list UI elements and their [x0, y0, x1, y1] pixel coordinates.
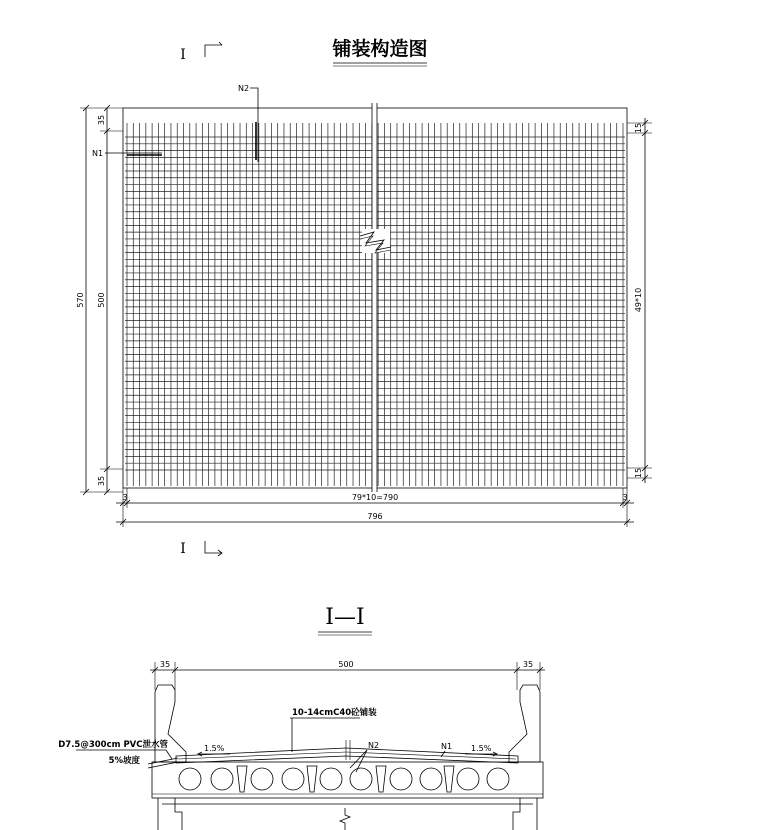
slab-void — [282, 768, 304, 790]
parapet-right — [509, 685, 540, 762]
dim-left-middle: 500 — [97, 292, 106, 308]
section-mark-bottom-label: I — [180, 541, 186, 557]
section-dim-left: 35 — [159, 660, 171, 669]
dims-right — [627, 118, 652, 483]
section-mark-top-label: I — [180, 47, 186, 63]
slope-right-label: 1.5% — [471, 744, 492, 753]
drain-label-leader — [166, 750, 172, 759]
drain-slope-label: 5%坡度 — [108, 756, 140, 766]
slab-void — [251, 768, 273, 790]
section-mark-bottom — [180, 541, 222, 557]
slab-void — [420, 768, 442, 790]
shear-key — [376, 766, 386, 792]
dim-bottom-middle: 79*10=790 — [351, 493, 399, 502]
dim-left-total: 570 — [76, 292, 85, 308]
dim-right-top: 15 — [634, 122, 643, 134]
label-n2: N2 — [238, 84, 250, 93]
slab-void — [390, 768, 412, 790]
dim-right-middle: 49*10 — [634, 287, 643, 313]
section-label-n2: N2 — [368, 741, 380, 750]
dims-bottom — [116, 488, 634, 527]
slab-voids — [179, 768, 509, 790]
break-gap — [372, 103, 377, 492]
slab-void — [179, 768, 201, 790]
section-label-n1: N1 — [441, 742, 453, 751]
supports — [158, 798, 537, 830]
section-dim-middle: 500 — [338, 660, 354, 669]
shear-key — [444, 766, 454, 792]
drain-label: D7.5@300cm PVC泄水管 — [58, 740, 168, 750]
dim-left-bottom: 35 — [97, 475, 106, 487]
parapet-left — [155, 685, 186, 762]
slab-void — [211, 768, 233, 790]
section-break-symbol — [340, 808, 350, 830]
slope-left-label: 1.5% — [204, 744, 225, 753]
plan-view — [76, 84, 652, 527]
dim-bottom-total: 796 — [367, 512, 383, 521]
section-title: I—I — [325, 605, 365, 630]
slab-void — [350, 768, 372, 790]
pavement-label: 10-14cmC40砼铺装 — [292, 708, 377, 718]
shear-key — [237, 766, 247, 792]
dim-bottom-left: 3 — [122, 493, 128, 502]
shear-key — [307, 766, 317, 792]
section-view — [58, 605, 545, 830]
drawing-title: 铺装构造图 — [332, 38, 428, 60]
drawing-title-group — [331, 37, 427, 66]
slab-void — [487, 768, 509, 790]
slab-void — [320, 768, 342, 790]
section-mark-top-tick — [219, 42, 222, 45]
section-mark-top — [180, 42, 222, 63]
pavement-layer — [176, 748, 518, 763]
dims-left — [76, 105, 123, 495]
section-dims — [150, 660, 545, 690]
dim-bottom-right: 3 — [622, 493, 628, 502]
slab-void — [457, 768, 479, 790]
dim-left-top: 35 — [97, 114, 106, 126]
label-n1: N1 — [92, 149, 104, 158]
dim-right-bottom: 15 — [634, 467, 643, 479]
section-mark-top-bracket — [205, 45, 222, 57]
section-dim-right: 35 — [522, 660, 534, 669]
shear-keys — [237, 766, 454, 792]
rebar-n1-line-right — [346, 752, 516, 759]
rebar-n1-line — [178, 752, 346, 759]
